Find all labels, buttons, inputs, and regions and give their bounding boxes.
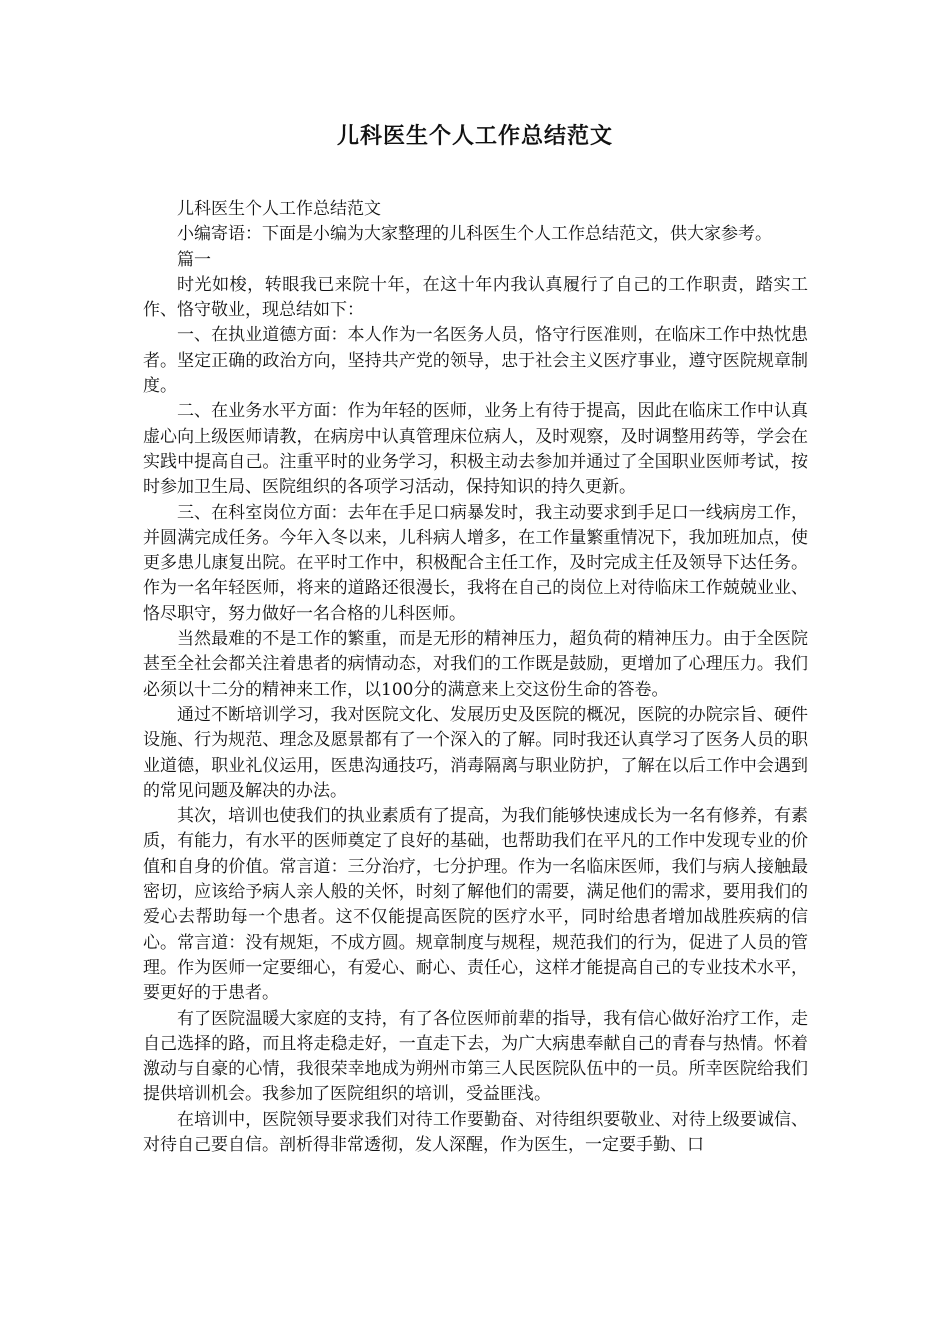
document-title: 儿科医生个人工作总结范文 xyxy=(336,123,613,149)
body-paragraph: 通过不断培训学习，我对医院文化、发展历史及医院的概况，医院的办院宗旨、硬件设施、行为规范、理念及愿景都有了一个深入的了解。同时我还认真学习了医务人员的职业道德，职业礼仪运用，医患沟通技巧，消毒隔离与职业防护，了解在以后工作中会遇到的常见问题及解决的办法。 xyxy=(143,704,808,801)
body-paragraph: 其次，培训也使我们的执业素质有了提高，为我们能够快速成长为一名有修养，有素质，有能力，有水平的医师奠定了良好的基础，也帮助我们在平凡的工作中发现专业的价值和自身的价值。常言道：三分治疗，七分护理。作为一名临床医师，我们与病人接触最密切，应该给予病人亲人般的关怀，时刻了解他们的需要，满足他们的需求，要用我们的爱心去帮助每一个患者。这不仅能提高医院的医疗水平，同时给患者增加战胜疾病的信心。常言道：没有规矩，不成方圆。规章制度与规程，规范我们的行为，促进了人员的管理。作为医师一定要细心，有爱心、耐心、责任心，这样才能提高自己的专业技术水平，要更好的于患者。 xyxy=(143,806,808,1004)
body-paragraph: 一、在执业道德方面：本人作为一名医务人员，恪守行医准则，在临床工作中热忱患者。坚定正确的政治方向，坚持共产党的领导，忠于社会主义医疗事业，遵守医院规章制度。 xyxy=(143,325,808,397)
body-paragraph: 有了医院温暖大家庭的支持，有了各位医师前辈的指导，我有信心做好治疗工作，走自己选择的路，而且将走稳走好，一直走下去，为广大病患奉献自己的青春与热情。怀着激动与自豪的心情，我很荣幸地成为朔州市第三人民医院队伍中的一员。所幸医院给我们提供培训机会。我参加了医院组织的培训，受益匪浅。 xyxy=(143,1008,808,1105)
body-paragraph: 二、在业务水平方面：作为年轻的医师，业务上有待于提高，因此在临床工作中认真虚心向上级医师请教，在病房中认真管理床位病人，及时观察，及时调整用药等，学会在实践中提高自己。注重平时的业务学习，积极主动去参加并通过了全国职业医师考试，按时参加卫生局、医院组织的各项学习活动，保持知识的持久更新。 xyxy=(143,401,808,498)
body-paragraph: 小编寄语：下面是小编为大家整理的儿科医生个人工作总结范文，供大家参考。 xyxy=(177,224,772,245)
document-body xyxy=(143,197,808,1158)
body-paragraph: 在培训中，医院领导要求我们对待工作要勤奋、对待组织要敬业、对待上级要诚信、对待自己要自信。剖析得非常透彻，发人深醒，作为医生，一定要手勤、口 xyxy=(143,1109,808,1155)
body-paragraph: 三、在科室岗位方面：去年在手足口病暴发时，我主动要求到手足口一线病房工作，并圆满完成任务。今年入冬以来，儿科病人增多，在工作量繁重情况下，我加班加点，使更多患儿康复出院。在平时工作中，积极配合主任工作，及时完成主任及领导下达任务。作为一名年轻医师，将来的道路还很漫长，我将在自己的岗位上对待临床工作兢兢业业、恪尽职守，努力做好一名合格的儿科医师。 xyxy=(143,502,808,624)
body-paragraph: 儿科医生个人工作总结范文 xyxy=(177,199,381,219)
body-paragraph: 篇一 xyxy=(177,249,211,270)
body-paragraph: 当然最难的不是工作的繁重，而是无形的精神压力，超负荷的精神压力。由于全医院甚至全社会都关注着患者的病情动态，对我们的工作既是鼓励，更增加了心理压力。我们必须以十二分的精神来工作，以100分的满意来上交这份生命的答卷。 xyxy=(143,629,808,700)
body-paragraph: 时光如梭，转眼我已来院十年，在这十年内我认真履行了自己的工作职责，踏实工作、恪守敬业，现总结如下： xyxy=(143,274,808,321)
